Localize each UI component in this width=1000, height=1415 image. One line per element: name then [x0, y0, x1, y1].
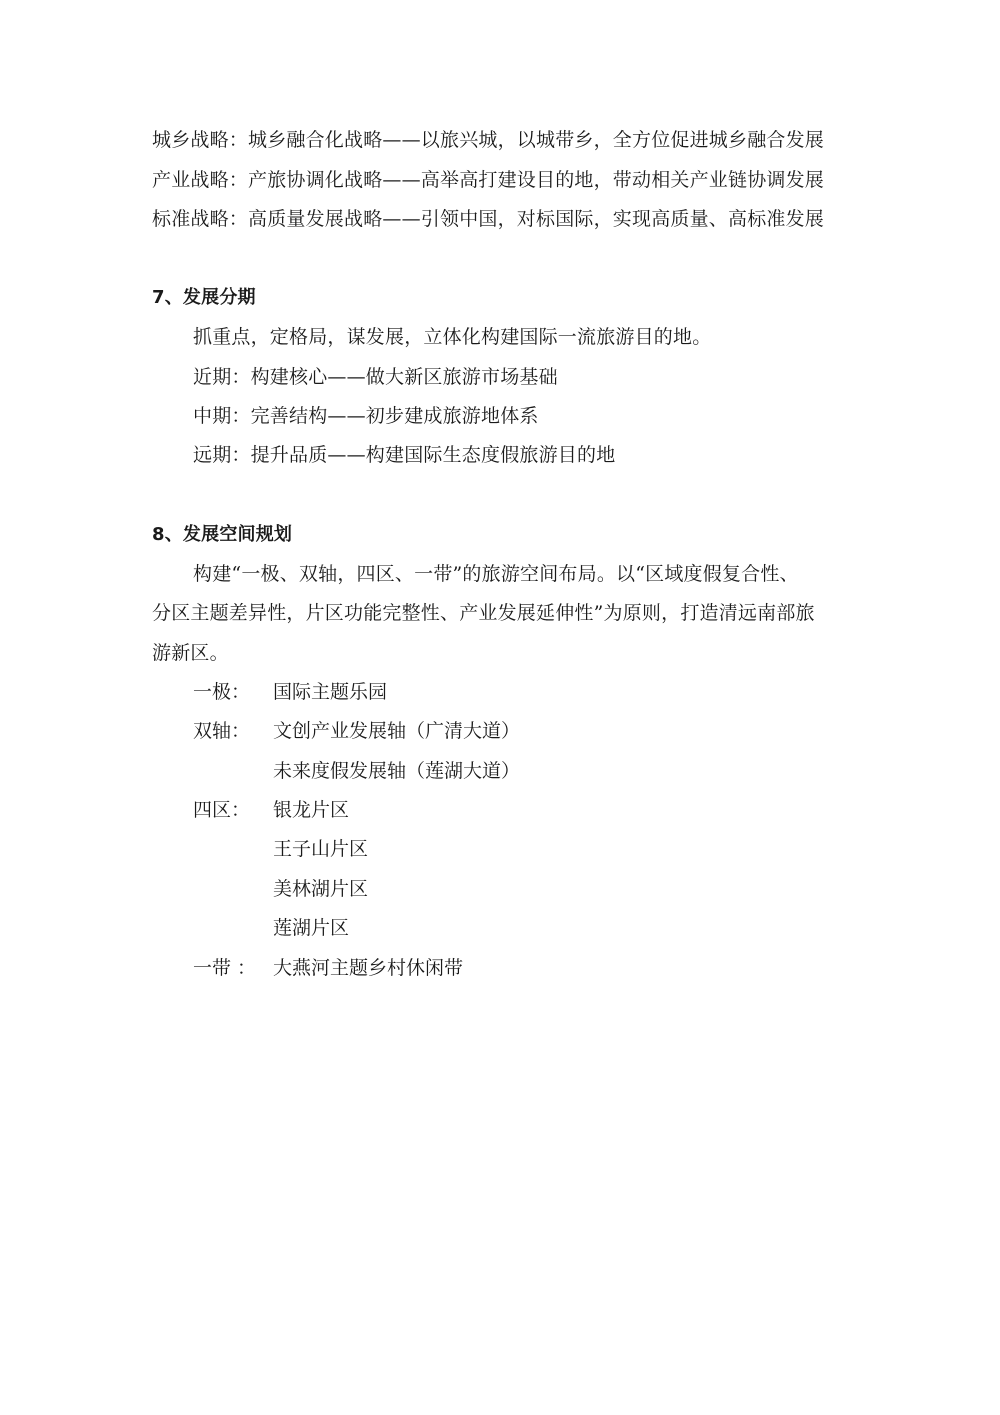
phase-long-term: 远期：提升品质——构建国际生态度假旅游目的地 — [193, 444, 616, 466]
axis-item: 未来度假发展轴（莲湖大道） — [273, 760, 521, 782]
strategy-industry: 产业战略：产旅协调化战略——高举高打建设目的地，带动相关产业链协调发展 — [152, 169, 825, 191]
strategy-urban-rural: 城乡战略：城乡融合化战略——以旅兴城，以城带乡，全方位促进城乡融合发展 — [152, 129, 825, 151]
section-7-heading: 7、发展分期 — [152, 287, 256, 308]
belt-label: 一带 ： — [193, 957, 257, 979]
zone-item: 美林湖片区 — [273, 878, 369, 900]
zone-item: 王子山片区 — [273, 838, 369, 860]
section-8-para-line: 构建“一极、双轴，四区、一带”的旅游空间布局。以“区域度假复合性、 — [193, 563, 799, 585]
phase-near-term: 近期：构建核心——做大新区旅游市场基础 — [193, 366, 558, 388]
axis-label: 双轴： — [193, 720, 251, 742]
section-8-para-line: 游新区。 — [152, 642, 229, 664]
zone-label: 四区： — [193, 799, 251, 821]
axis-item: 文创产业发展轴（广清大道） — [273, 720, 521, 742]
section-8-heading: 8、发展空间规划 — [152, 524, 293, 545]
zone-item: 银龙片区 — [273, 799, 350, 821]
belt-item: 大燕河主题乡村休闲带 — [273, 957, 464, 979]
pole-item: 国际主题乐园 — [273, 681, 388, 703]
pole-label: 一极： — [193, 681, 251, 703]
phase-mid-term: 中期：完善结构——初步建成旅游地体系 — [193, 405, 539, 427]
section-8-para-line: 分区主题差异性，片区功能完整性、产业发展延伸性”为原则，打造清远南部旅 — [152, 602, 815, 624]
section-7-intro: 抓重点，定格局，谋发展，立体化构建国际一流旅游目的地。 — [193, 326, 712, 348]
strategy-standard: 标准战略：高质量发展战略——引领中国，对标国际，实现高质量、高标准发展 — [152, 208, 825, 230]
zone-item: 莲湖片区 — [273, 917, 350, 939]
